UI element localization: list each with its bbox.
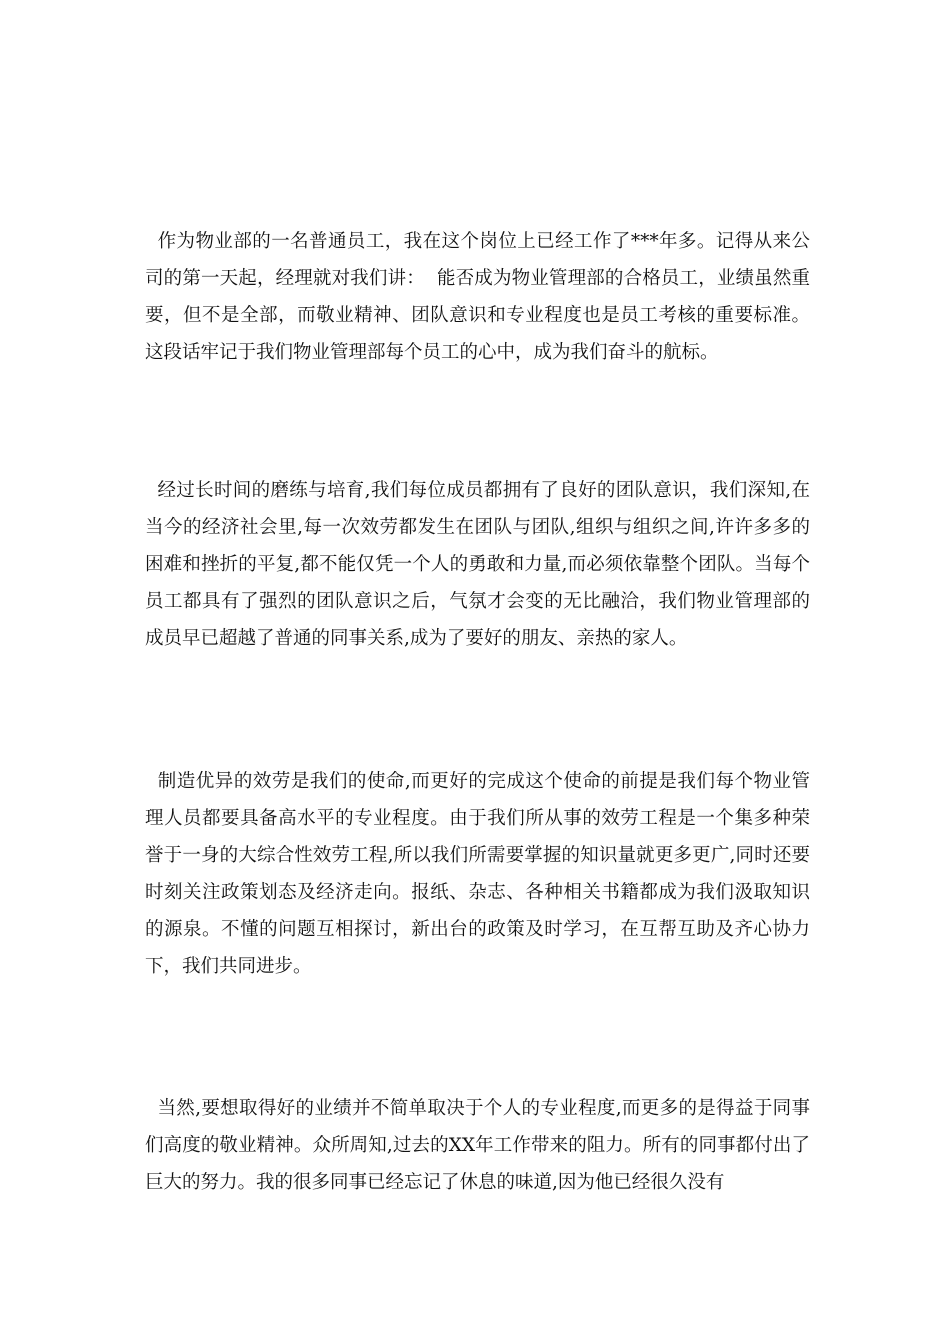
body-paragraph: 经过长时间的磨练与培育,我们每位成员都拥有了良好的团队意识，我们深知,在当今的经济社会里,每一次效劳都发生在团队与团队,组织与组织之间,许许多多的困难和挫折的平复,都不能仅凭一个人的勇敢和力量,而必须依靠整个团队。当每个员工都具有了强烈的团队意识之后，气氛才会变的无比融洽，我们物业管理部的成员早已超越了普通的同事关系,成为了要好的朋友、亲热的家人。 — [145, 480, 810, 649]
body-paragraph: 当然,要想取得好的业绩并不简单取决于个人的专业程度,而更多的是得益于同事们高度的敬业精神。众所周知,过去的XX年工作带来的阻力。所有的同事都付出了巨大的努力。我的很多同事已经忘记了休息的味道,因为他已经很久没有 — [145, 1098, 810, 1193]
body-paragraph: 制造优异的效劳是我们的使命,而更好的完成这个使命的前提是我们每个物业管理人员都要具备高水平的专业程度。由于我们所从事的效劳工程是一个集多种荣誉于一身的大综合性效劳工程,所以我们所需要掌握的知识量就更多更广,同时还要时刻关注政策划态及经济走向。报纸、杂志、各种相关书籍都成为我们汲取知识的源泉。不懂的问题互相探讨，新出台的政策及时学习，在互帮互助及齐心协力下，我们共同进步。 — [145, 771, 810, 977]
body-paragraph: 作为物业部的一名普通员工，我在这个岗位上已经工作了***年多。记得从来公司的第一天起，经理就对我们讲： 能否成为物业管理部的合格员工，业绩虽然重要，但不是全部，而敬业精神、团队意识和专业程度也是员工考核的重要标准。 这段话牢记于我们物业管理部每个员工的心中，成为我们奋斗的航标。 — [145, 231, 822, 363]
